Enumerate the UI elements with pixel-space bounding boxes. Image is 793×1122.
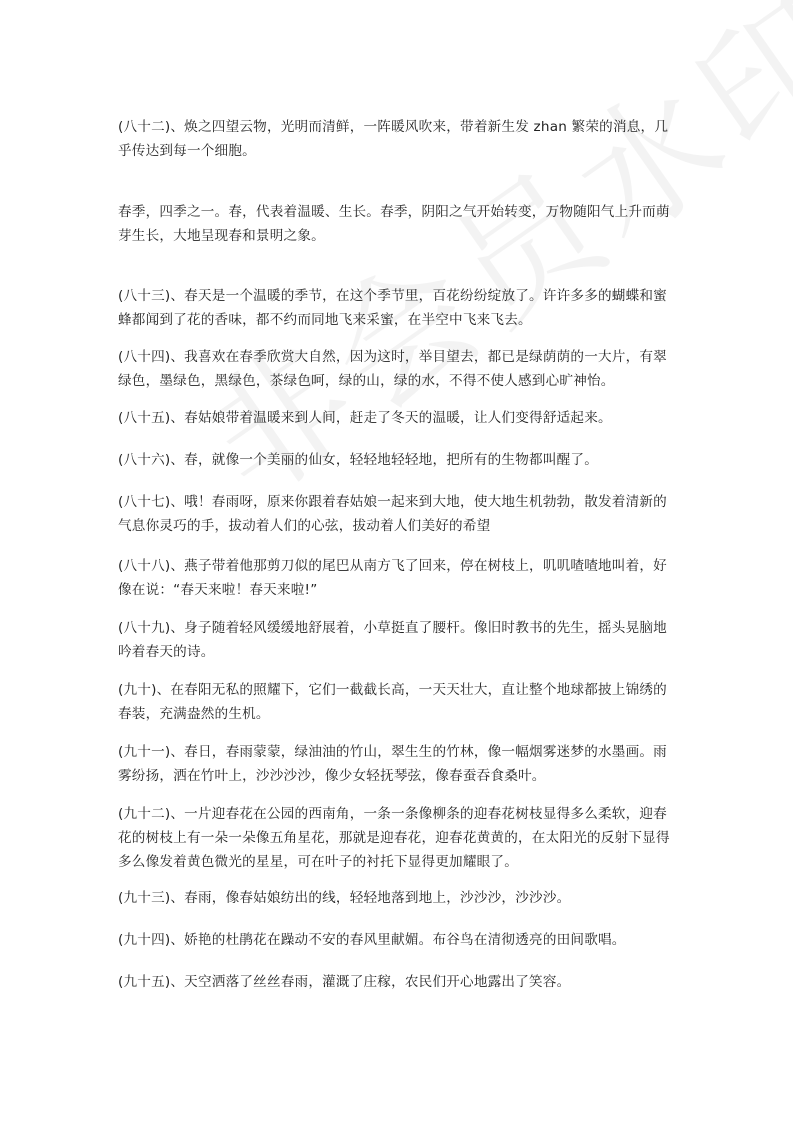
paragraph-95: (九十五)、天空洒落了丝丝春雨，灌溉了庄稼，农民们开心地露出了笑容。 <box>118 974 571 990</box>
paragraph-85: (八十五)、春姑娘带着温暖来到人间，赶走了冬天的温暖，让人们变得舒适起来。 <box>118 410 612 426</box>
paragraph-86: (八十六)、春，就像一个美丽的仙女，轻轻地轻轻地，把所有的生物都叫醒了。 <box>118 452 598 468</box>
paragraph-83: (八十三)、春天是一个温暖的季节，在这个季节里，百花纷纷绽放了。许许多多的蝴蝶和蜜蜂都闻到了花的香味，都不约而同地飞来采蜜，在半空中飞来飞去。 <box>118 288 667 328</box>
paragraph-spring-definition: 春季，四季之一。春，代表着温暖、生长。春季，阴阳之气开始转变，万物随阳气上升而萌芽生长，大地呈现春和景明之象。 <box>118 204 670 244</box>
paragraph-88: (八十八)、燕子带着他那剪刀似的尾巴从南方飞了回来，停在树枝上，叽叽喳喳地叫着，好像在说：“春天来啦！春天来啦!” <box>118 558 667 598</box>
paragraph-84: (八十四)、我喜欢在春季欣赏大自然，因为这时，举目望去，都已是绿荫荫的一大片，有翠绿色，墨绿色，黑绿色，茶绿色呵，绿的山，绿的水，不得不使人感到心旷神怡。 <box>118 349 667 389</box>
paragraph-93: (九十三)、春雨，像春姑娘纺出的线，轻轻地落到地上，沙沙沙，沙沙沙。 <box>118 890 571 906</box>
paragraph-89: (八十九)、身子随着轻风缓缓地舒展着，小草挺直了腰杆。像旧时教书的先生，摇头晃脑地吟着春天的诗。 <box>118 620 667 660</box>
paragraph-94: (九十四)、娇艳的杜鹃花在躁动不安的春风里献媚。布谷鸟在清彻透亮的田间歌唱。 <box>118 932 626 948</box>
paragraph-82: (八十二)、焕之四望云物，光明而清鲜，一阵暖风吹来，带着新生发 zhan 繁荣的消息，几乎传达到每一个细胞。 <box>118 119 669 159</box>
paragraph-92: (九十二)、一片迎春花在公园的西南角，一条一条像柳条的迎春花树枝显得多么柔软，迎春花的树枝上有一朵一朵像五角星花，那就是迎春花，迎春花黄黄的，在太阳光的反射下显得多么像发着黄色微光的星星，可在叶子的衬托下显得更加耀眼了。 <box>118 806 670 870</box>
paragraph-90: (九十)、在春阳无私的照耀下，它们一截截长高，一天天壮大，直让整个地球都披上锦绣的春装，充满盎然的生机。 <box>118 682 667 722</box>
paragraph-91: (九十一)、春日，春雨蒙蒙，绿油油的竹山，翠生生的竹林，像一幅烟雾迷梦的水墨画。雨雾纷扬，洒在竹叶上，沙沙沙沙，像少女轻抚琴弦，像春蚕吞食桑叶。 <box>118 744 667 784</box>
paragraph-87: (八十七)、哦！春雨呀，原来你跟着春姑娘一起来到大地，使大地生机勃勃，散发着清新的气息你灵巧的手，拔动着人们的心弦，拔动着人们美好的希望 <box>118 494 667 534</box>
